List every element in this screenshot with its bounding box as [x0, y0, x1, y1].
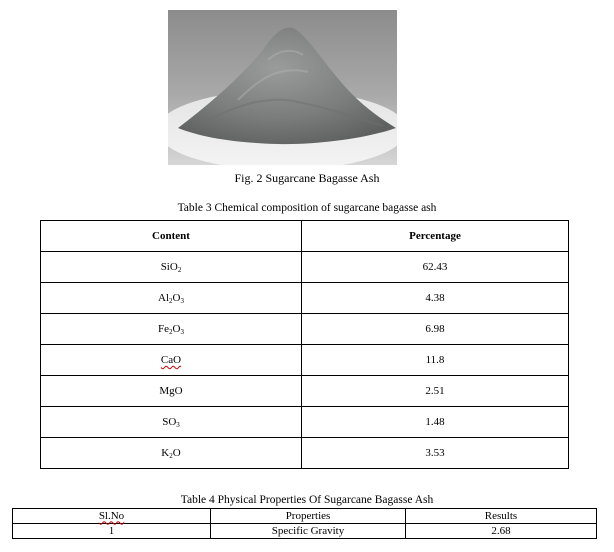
table-header-row: [13, 509, 597, 524]
table-header-row: [41, 221, 569, 252]
table-4-caption: Table 4 Physical Properties Of Sugarcane Bagasse Ash: [180, 494, 434, 506]
physical-properties-table: [12, 508, 597, 539]
figure-caption: Fig. 2 Sugarcane Bagasse Ash: [234, 171, 380, 185]
table-row: [41, 407, 569, 438]
content-cell: MgO: [41, 376, 302, 407]
percentage-cell: 1.48: [302, 407, 569, 438]
percentage-cell: 11.8: [302, 345, 569, 376]
table-row: [41, 314, 569, 345]
column-header-sl-no: [13, 509, 211, 524]
percentage-cell: 2.51: [302, 376, 569, 407]
sugarcane-bagasse-ash-photo: [168, 10, 397, 165]
percentage-cell: 4.38: [302, 283, 569, 314]
table-3-caption: Table 3 Chemical composition of sugarcane bagasse ash: [177, 202, 437, 214]
table-row: [41, 376, 569, 407]
percentage-cell: 6.98: [302, 314, 569, 345]
content-cell: $Fe_2O_3$: [41, 314, 302, 345]
percentage-cell: 3.53: [302, 438, 569, 469]
content-text: CaO: [160, 354, 182, 366]
percentage-cell: 62.43: [302, 252, 569, 283]
content-cell: [41, 345, 302, 376]
content-cell: $K_2O$: [41, 438, 302, 469]
column-header-text: Sl.No: [98, 509, 125, 522]
property-cell: Specific Gravity: [211, 524, 406, 539]
table-row: [41, 283, 569, 314]
table-row: [41, 345, 569, 376]
sl-no-cell: 1: [13, 524, 211, 539]
content-cell: $Al_2O_3$: [41, 283, 302, 314]
content-cell: $SO_3$: [41, 407, 302, 438]
chemical-composition-table: [40, 220, 569, 469]
table-row: [13, 524, 597, 539]
table-row: [41, 252, 569, 283]
column-header-results: Results: [406, 509, 597, 524]
table-row: [41, 438, 569, 469]
result-cell: 2.68: [406, 524, 597, 539]
column-header-properties: Properties: [211, 509, 406, 524]
column-header-percentage: Percentage: [302, 221, 569, 252]
content-cell: SiO$_2$: [41, 252, 302, 283]
column-header-content: Content: [41, 221, 302, 252]
